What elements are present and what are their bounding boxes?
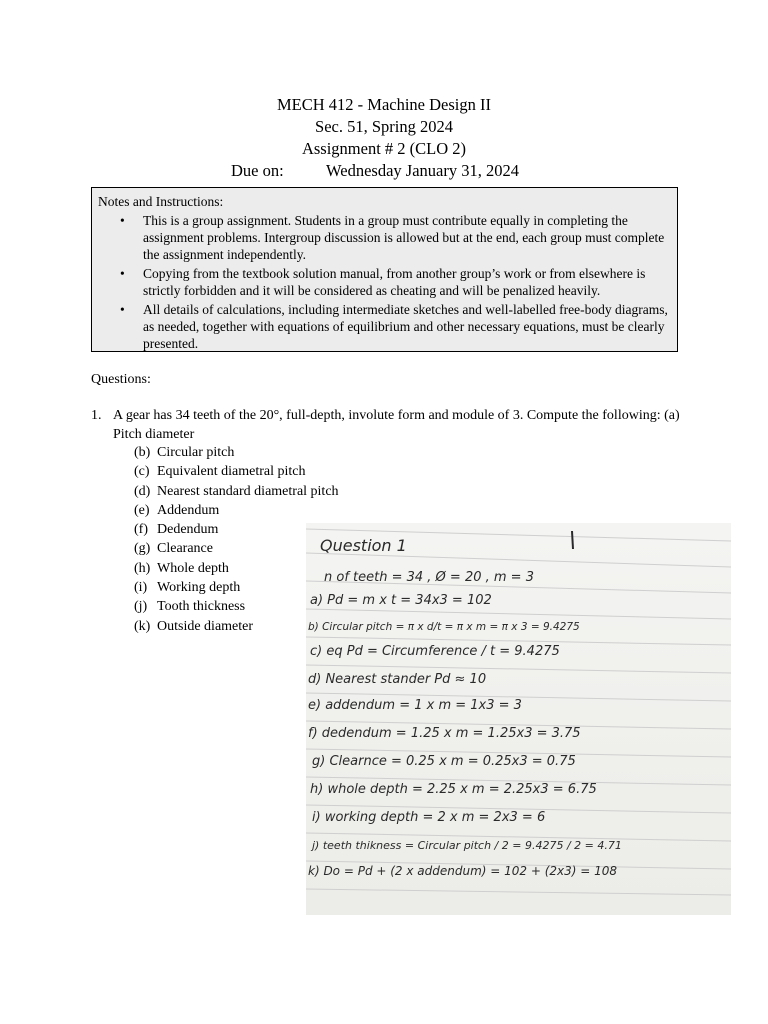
question-part: (k) Outside diameter: [134, 618, 254, 634]
hw-line: k) Do = Pd + (2 x addendum) = 102 + (2x3) = 108: [308, 864, 618, 878]
hw-line: d) Nearest stander Pd ≈ 10: [308, 672, 487, 687]
course-title: MECH 412 - Machine Design II: [276, 95, 491, 114]
question-part: (j) Tooth thickness: [134, 599, 246, 615]
hw-line: c) eq Pd = Circumference / t = 9.4275: [310, 644, 560, 659]
notes-list: [98, 212, 669, 352]
questions-label: Questions:: [91, 372, 151, 387]
handwriting: [308, 536, 622, 878]
question-text: A gear has 34 teeth of the 20°, full-depth, involute form and module of 3. Compute the following: (a) Pitch diameter: [113, 408, 680, 442]
document-header: [0, 94, 768, 182]
hw-line: j) teeth thikness = Circular pitch / 2 = 9.4275 / 2 = 4.71: [312, 839, 622, 852]
hw-line: f) dedendum = 1.25 x m = 1.25x3 = 3.75: [308, 726, 581, 741]
bullet-icon: •: [120, 266, 125, 281]
hw-line: g) Clearnce = 0.25 x m = 0.25x3 = 0.75: [312, 754, 576, 769]
notes-item: • This is a group assignment. Students in a group must contribute equally in completing the assignment problems. Intergroup discussion is allowed but at the end, each group must complete the assignment independently.: [120, 213, 665, 262]
question-part: (i) Working depth: [134, 580, 241, 596]
page-mark: [572, 531, 573, 549]
hw-line: e) addendum = 1 x m = 1x3 = 3: [308, 698, 522, 713]
notes-item: • Copying from the textbook solution manual, from another group’s work or from elsewhere is strictly forbidden and it will be considered as cheating and will be penalized heavily.: [120, 266, 646, 298]
assignment-title: Assignment # 2 (CLO 2): [301, 139, 467, 158]
question-part: (e) Addendum: [134, 502, 220, 518]
question-part: (b) Circular pitch: [134, 445, 235, 460]
question-part: (h) Whole depth: [134, 560, 229, 576]
notebook-page: [306, 523, 731, 915]
hw-line: i) working depth = 2 x m = 2x3 = 6: [312, 810, 546, 825]
notes-title: Notes and Instructions:: [98, 194, 224, 209]
question-number: 1.: [91, 408, 102, 423]
question-part: (d) Nearest standard diametral pitch: [134, 483, 339, 499]
section-line: Sec. 51, Spring 2024: [315, 117, 453, 136]
notes-box: [91, 187, 678, 352]
question-part: (c) Equivalent diametral pitch: [134, 464, 306, 480]
hw-line: h) whole depth = 2.25 x m = 2.25x3 = 6.75: [310, 782, 597, 797]
due-line: [0, 160, 768, 182]
question-part: (g) Clearance: [134, 541, 213, 557]
due-label: Due on:: [231, 161, 284, 180]
hw-line: b) Circular pitch = π x d/t = π x m = π x 3 = 9.4275: [308, 621, 580, 633]
question-part: (f) Dedendum: [134, 522, 219, 538]
bullet-icon: •: [120, 302, 125, 317]
hw-line: Question 1: [320, 536, 407, 555]
due-date: Wednesday January 31, 2024: [326, 161, 519, 180]
notes-item: • All details of calculations, including intermediate sketches and well-labelled free-body diagrams, as needed, together with equations of equilibrium and other necessary equations, must be clearly presented.: [120, 302, 668, 351]
hw-line: n of teeth = 34 , Ø = 20 , m = 3: [324, 570, 534, 585]
handwritten-solution-photo: [306, 523, 731, 915]
bullet-icon: •: [120, 213, 125, 228]
hw-line: a) Pd = m x t = 34x3 = 102: [310, 593, 492, 608]
